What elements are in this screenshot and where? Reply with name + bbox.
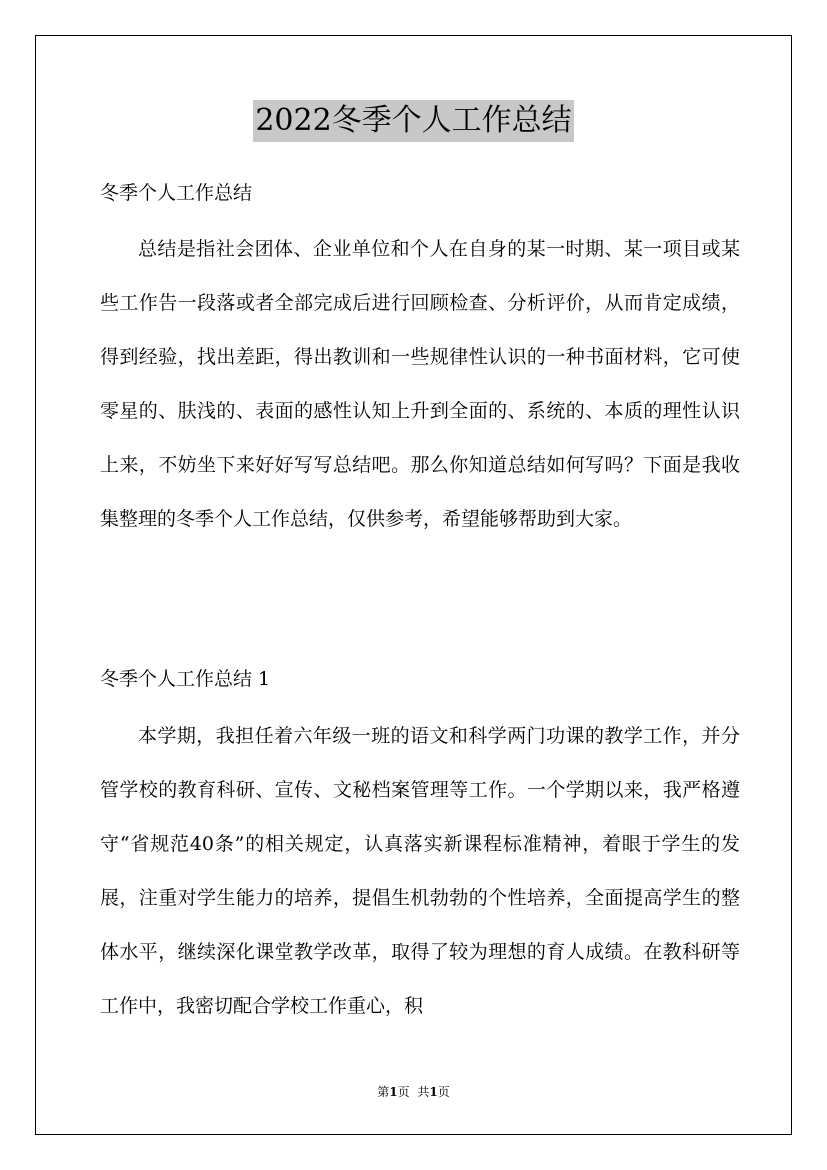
- footer-total-suffix: 页: [437, 1085, 450, 1099]
- footer-total-pages: 1: [429, 1085, 438, 1099]
- section-heading-intro: 冬季个人工作总结: [100, 182, 253, 204]
- footer-page-number: 1: [389, 1085, 398, 1099]
- footer-page-prefix: 第: [377, 1085, 390, 1099]
- page-footer: [0, 1084, 827, 1100]
- section-paragraph-1: 本学期，我担任着六年级一班的语文和科学两门功课的教学工作，并分管学校的教育科研、宣传、文秘档案管理等工作。一个学期以来，我严格遵守“省规范40条”的相关规定，认真落实新课程标准精神，着眼于学生的发展，注重对学生能力的培养，提倡生机勃勃的个性培养，全面提高学生的整体水平，继续深化课堂教学改革，取得了较为理想的育人成绩。在教科研等工作中，我密切配合学校工作重心，积: [100, 725, 740, 1017]
- document-title: 2022冬季个人工作总结: [253, 100, 573, 142]
- section-heading-1: 冬季个人工作总结 1: [100, 668, 271, 690]
- footer-page-suffix: 页: [397, 1085, 410, 1099]
- footer-total-prefix: 共: [417, 1085, 430, 1099]
- title-container: [0, 100, 827, 142]
- section-paragraph-intro: 总结是指社会团体、企业单位和个人在自身的某一时期、某一项目或某些工作告一段落或者全部完成后进行回顾检查、分析评价，从而肯定成绩，得到经验，找出差距，得出教训和一些规律性认识的一种书面材料，它可使零星的、肤浅的、表面的感性认知上升到全面的、系统的、本质的理性认识上来，不妨坐下来好好写写总结吧。那么你知道总结如何写吗？下面是我收集整理的冬季个人工作总结，仅供参考，希望能够帮助到大家。: [100, 238, 740, 530]
